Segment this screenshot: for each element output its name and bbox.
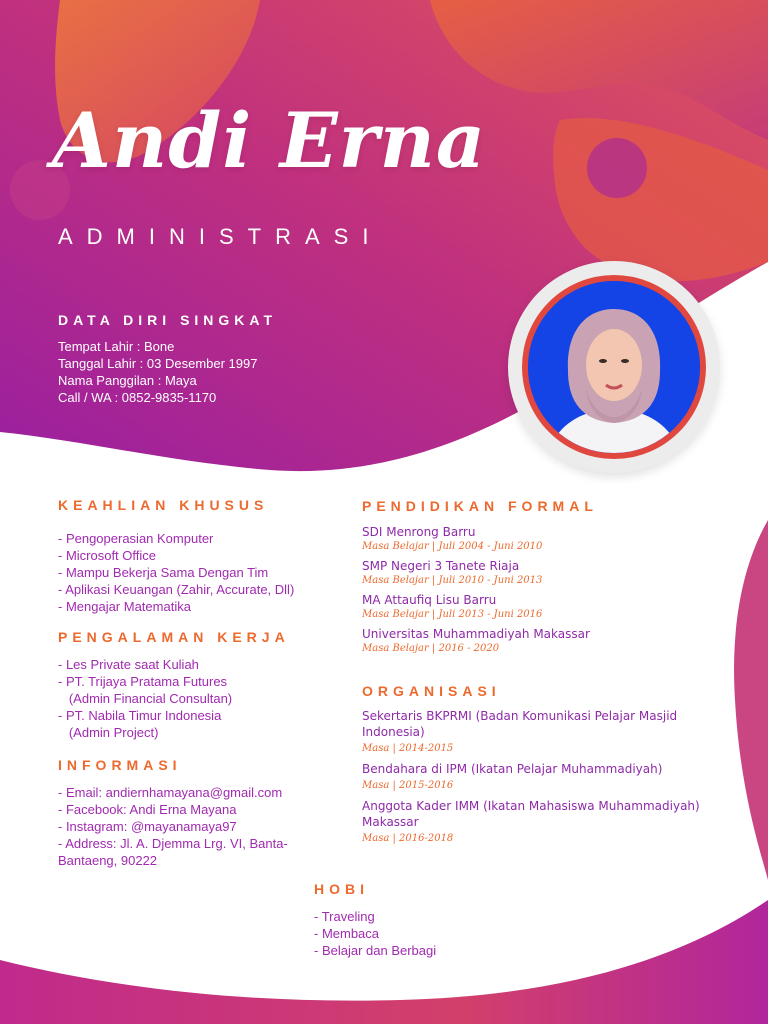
school-period: Masa Belajar | 2016 - 2020 [362, 643, 500, 654]
pendidikan-heading: PENDIDIKAN FORMAL [362, 498, 598, 514]
school-name: Universitas Muhammadiyah Makassar [362, 627, 590, 641]
organization-name: Bendahara di IPM (Ikatan Pelajar Muhammadiyah) [362, 762, 663, 776]
data-diri-item: Tempat Lahir : Bone [58, 339, 175, 354]
keahlian-item: - Mampu Bekerja Sama Dengan Tim [58, 565, 269, 580]
school-name: SMP Negeri 3 Tanete Riaja [362, 559, 520, 573]
school-name: SDI Menrong Barru [362, 525, 476, 539]
school-period: Masa Belajar | Juli 2013 - Juni 2016 [362, 609, 543, 620]
data-diri-item: Tanggal Lahir : 03 Desember 1997 [58, 356, 258, 371]
hobi-item: - Membaca [314, 926, 380, 941]
organization-name: Sekertaris BKPRMI (Badan Komunikasi Pelajar Masjid Indonesia) [362, 709, 678, 739]
informasi-section [58, 757, 182, 773]
decor-right-swoosh [734, 520, 768, 880]
pengalaman-section [58, 629, 290, 645]
address-item: - Address: Jl. A. Djemma Lrg. VI, Banta- [58, 836, 288, 851]
pengalaman-item: (Admin Financial Consultan) [58, 691, 233, 706]
organization-period: Masa | 2014-2015 [362, 743, 454, 754]
hobi-heading: HOBI [314, 881, 369, 897]
data-diri-item: Call / WA : 0852-9835-1170 [58, 390, 217, 405]
organisasi-section [362, 683, 501, 699]
pengalaman-item: - PT. Trijaya Pratama Futures [58, 674, 228, 689]
organization-name: Anggota Kader IMM (Ikatan Mahasiswa Muhammadiyah) Makassar [362, 799, 700, 829]
job-title: ADMINISTRASI [58, 224, 383, 249]
hobi-list [314, 908, 436, 959]
hobi-item: - Belajar dan Berbagi [314, 943, 437, 958]
keahlian-item: - Aplikasi Keuangan (Zahir, Accurate, Dll) [58, 582, 295, 597]
pengalaman-item: - PT. Nabila Timur Indonesia [58, 708, 222, 723]
instagram-item: - Instagram: @mayanamaya97 [58, 819, 237, 834]
pengalaman-item: - Les Private saat Kuliah [58, 657, 199, 672]
informasi-list [58, 784, 288, 869]
school-period: Masa Belajar | Juli 2004 - Juni 2010 [362, 541, 543, 552]
decor-circle-right [587, 138, 647, 198]
school-period: Masa Belajar | Juli 2010 - Juni 2013 [362, 575, 543, 586]
organisasi-list [362, 708, 732, 851]
profile-photo-frame [508, 261, 720, 473]
keahlian-section [58, 497, 268, 513]
pengalaman-item: (Admin Project) [58, 725, 159, 740]
organisasi-heading: ORGANISASI [362, 683, 501, 699]
pengalaman-list [58, 656, 232, 741]
keahlian-list [58, 530, 294, 615]
school-name: MA Attaufiq Lisu Barru [362, 593, 497, 607]
organization-period: Masa | 2016-2018 [362, 833, 454, 844]
pendidikan-list [362, 525, 590, 661]
profile-photo [528, 281, 700, 453]
candidate-name: Andi Erna [52, 96, 487, 185]
data-diri-item: Nama Panggilan : Maya [58, 373, 197, 388]
data-diri-list [58, 338, 257, 406]
pengalaman-heading: PENGALAMAN KERJA [58, 629, 290, 645]
data-diri-heading: DATA DIRI SINGKAT [58, 312, 278, 328]
keahlian-item: - Mengajar Matematika [58, 599, 191, 614]
pendidikan-section [362, 498, 598, 514]
keahlian-item: - Microsoft Office [58, 548, 157, 563]
address-item-cont: Bantaeng, 90222 [58, 853, 158, 868]
facebook-item: - Facebook: Andi Erna Mayana [58, 802, 237, 817]
hobi-section [314, 881, 369, 897]
keahlian-item: - Pengoperasian Komputer [58, 531, 214, 546]
hobi-item: - Traveling [314, 909, 375, 924]
organization-period: Masa | 2015-2016 [362, 780, 454, 791]
informasi-heading: INFORMASI [58, 757, 182, 773]
email-item: - Email: andiernhamayana@gmail.com [58, 785, 283, 800]
keahlian-heading: KEAHLIAN KHUSUS [58, 497, 269, 513]
